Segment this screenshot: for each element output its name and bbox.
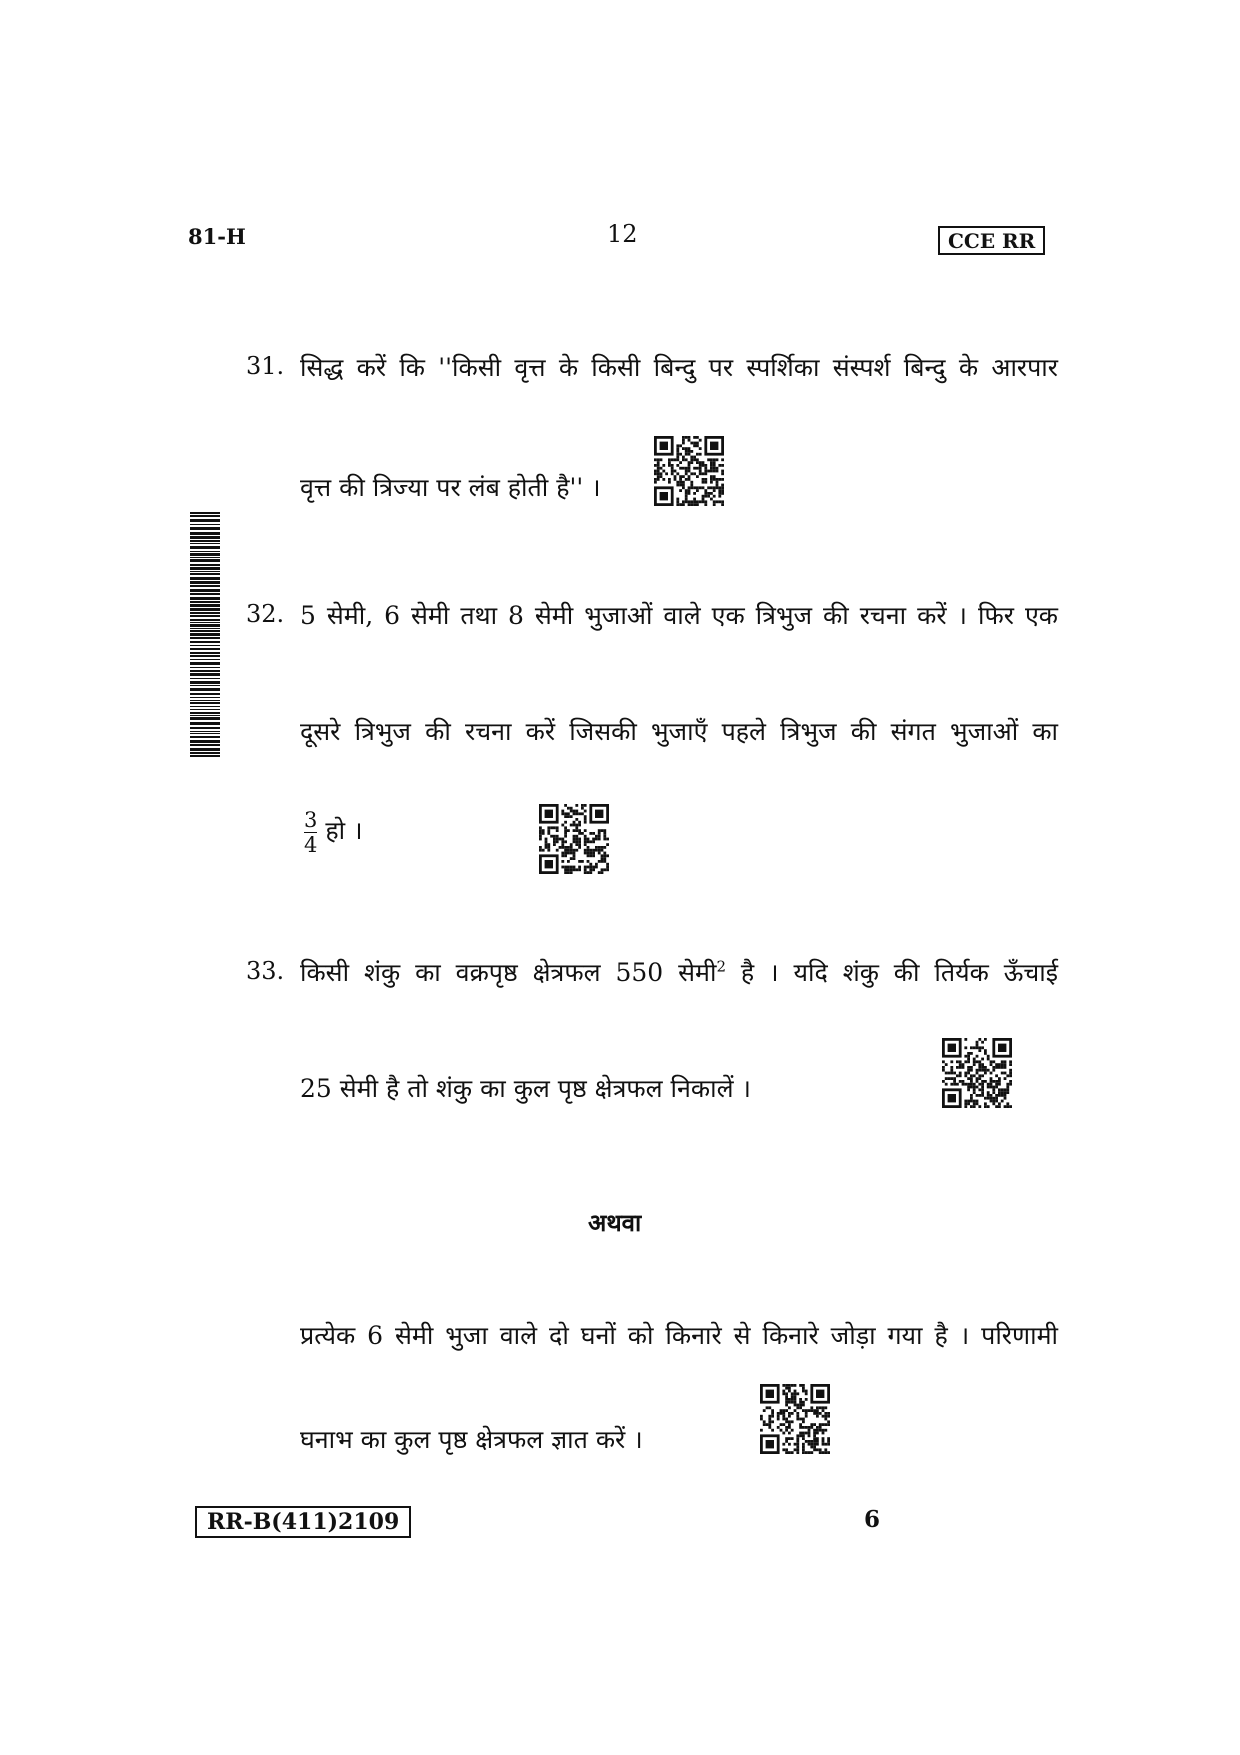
- fraction-denominator: 4: [304, 833, 318, 857]
- question-31-line-1: सिद्ध करें कि ''किसी वृत्त के किसी बिन्दु पर स्पर्शिका संस्पर्श बिन्दु के आरपार: [300, 353, 1058, 382]
- page-number: 12: [607, 220, 638, 248]
- question-32-line-1: 5 सेमी, 6 सेमी तथा 8 सेमी भुजाओं वाले एक त्रिभुज की रचना करें । फिर एक: [300, 601, 1058, 630]
- question-33-line-1: [300, 955, 1058, 989]
- qr-code-icon: [654, 436, 724, 506]
- qr-code-icon: [942, 1038, 1012, 1108]
- question-32-line-3: [304, 808, 363, 857]
- fraction-numerator: 3: [304, 808, 318, 832]
- alternative-line-2: घनाभ का कुल पृष्ठ क्षेत्रफल ज्ञात करें ।: [300, 1425, 643, 1454]
- question-number-32: 32.: [246, 600, 285, 628]
- question-32-line-2: दूसरे त्रिभुज की रचना करें जिसकी भुजाएँ पहले त्रिभुज की संगत भुजाओं का: [300, 717, 1058, 746]
- question-number-33: 33.: [246, 957, 285, 985]
- fraction-suffix: हो ।: [325, 816, 363, 845]
- question-33-line-2: 25 सेमी है तो शंकु का कुल पृष्ठ क्षेत्रफल निकालें ।: [300, 1074, 751, 1103]
- qr-code-icon: [539, 804, 609, 874]
- paper-code: 81-H: [188, 224, 246, 249]
- exam-series-box: CCE RR: [938, 226, 1045, 255]
- footer-number: 6: [864, 1506, 881, 1533]
- question-31-line-2: वृत्त की त्रिज्या पर लंब होती है'' ।: [300, 473, 601, 502]
- footer-code-box: RR-B(411)2109: [195, 1506, 411, 1538]
- question-33-text-b: है । यदि शंकु की तिर्यक ऊँचाई: [726, 958, 1059, 987]
- qr-code-icon: [760, 1384, 830, 1454]
- or-separator: अथवा: [588, 1208, 642, 1237]
- barcode-icon: [190, 512, 220, 757]
- question-number-31: 31.: [246, 352, 285, 380]
- alternative-line-1: प्रत्येक 6 सेमी भुजा वाले दो घनों को किनारे से किनारे जोड़ा गया है । परिणामी: [300, 1321, 1058, 1350]
- question-33-text-a: किसी शंकु का वक्रपृष्ठ क्षेत्रफल 550 सेमी: [300, 958, 717, 987]
- superscript-two: 2: [716, 957, 727, 976]
- fraction-three-fourths: [304, 808, 317, 857]
